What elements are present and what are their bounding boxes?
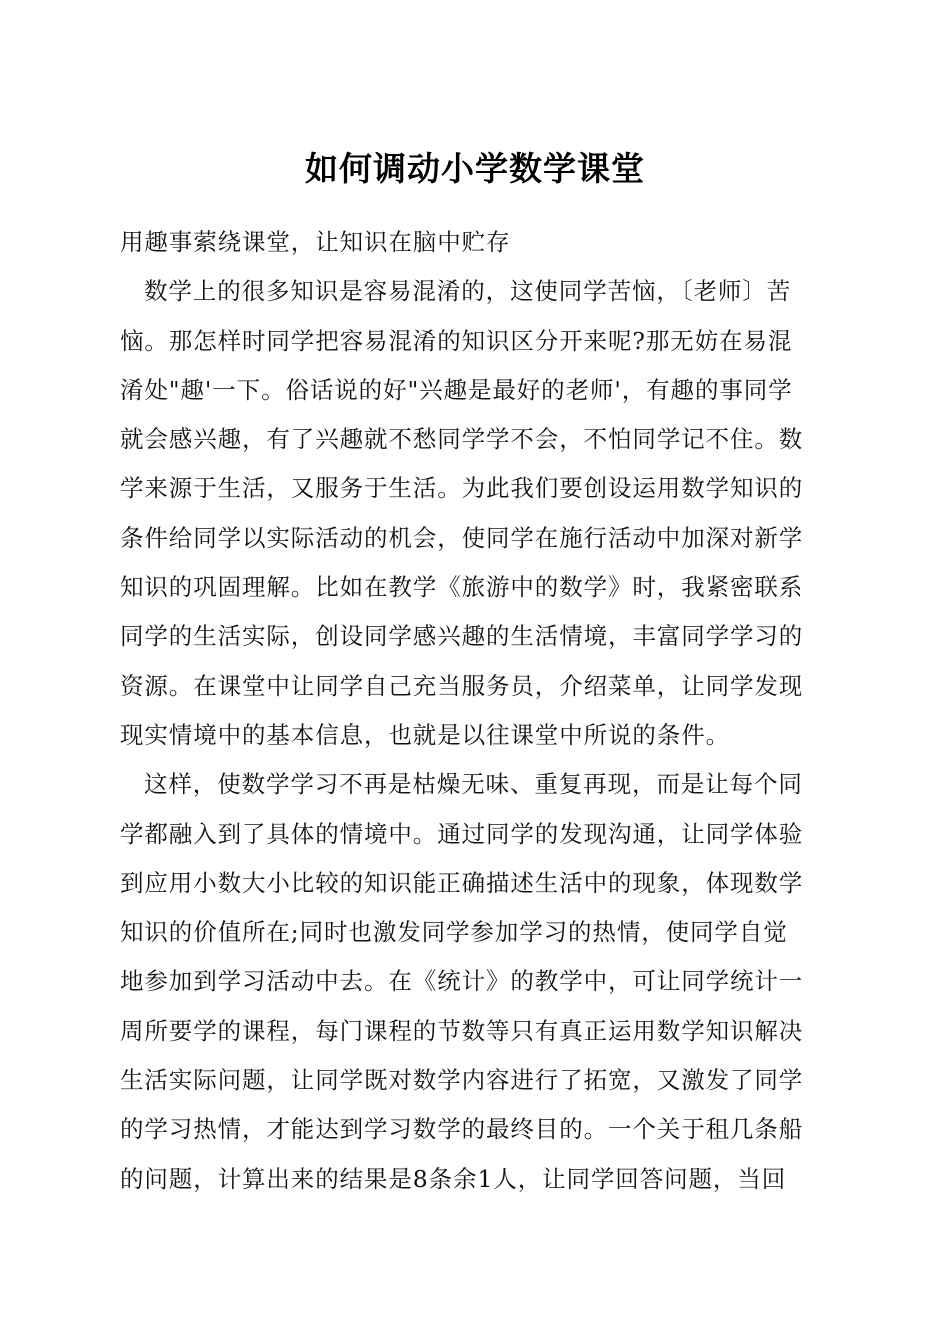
paragraph-line: 知识的价值所在;同时也激发同学参加学习的热情，使同学自觉 [120,918,788,947]
paragraph-line: 周所要学的课程，每门课程的节数等只有真正运用数学知识解决 [120,1016,804,1045]
paragraph-line: 这样，使数学学习不再是枯燥无味、重复再现，而是让每个同 [144,770,803,799]
paragraph-line: 知识的巩固理解。比如在教学《旅游中的数学》时，我紧密联系 [120,573,804,602]
paragraph-line: 条件给同学以实际活动的机会，使同学在施行活动中加深对新学 [120,523,804,552]
paragraph-line: 资源。在课堂中让同学自己充当服务员，介绍菜单，让同学发现 [120,671,804,700]
paragraph-line: 同学的生活实际，创设同学感兴趣的生活情境，丰富同学学习的 [120,622,804,651]
paragraph-line: 学都融入到了具体的情境中。通过同学的发现沟通，让同学体验 [120,819,804,848]
paragraph-line: 淆处"趣'一下。俗话说的好"兴趣是最好的老师'，有趣的事同学 [120,375,793,404]
paragraph-line: 学来源于生活，又服务于生活。为此我们要创设运用数学知识的 [120,474,804,503]
paragraph-line: 生活实际问题，让同学既对数学内容进行了拓宽，又激发了同学 [120,1066,804,1095]
paragraph-line: 的学习热情，才能达到学习数学的最终目的。一个关于租几条船 [120,1115,804,1144]
document-body [120,218,832,1204]
paragraph-line: 地参加到学习活动中去。在《统计》的教学中，可让同学统计一 [120,967,804,996]
paragraph-line: 到应用小数大小比较的知识能正确描述生活中的现象，体现数学 [120,868,804,897]
section-heading: 用趣事萦绕课堂，让知识在脑中贮存 [120,228,511,256]
paragraph-line: 恼。那怎样时同学把容易混淆的知识区分开来呢?那无妨在易混 [120,326,793,355]
paragraph-line: 的问题，计算出来的结果是8条余1人，让同学回答问题，当回 [120,1164,787,1193]
document-title: 如何调动小学数学课堂 [305,149,645,188]
paragraph-line: 就会感兴趣，有了兴趣就不愁同学学不会，不怕同学记不住。数 [120,425,804,454]
paragraph-line: 数学上的很多知识是容易混淆的，这使同学苦恼，〔老师〕苦 [144,277,792,306]
paragraph-line: 现实情境中的基本信息，也就是以往课堂中所说的条件。 [120,720,730,749]
